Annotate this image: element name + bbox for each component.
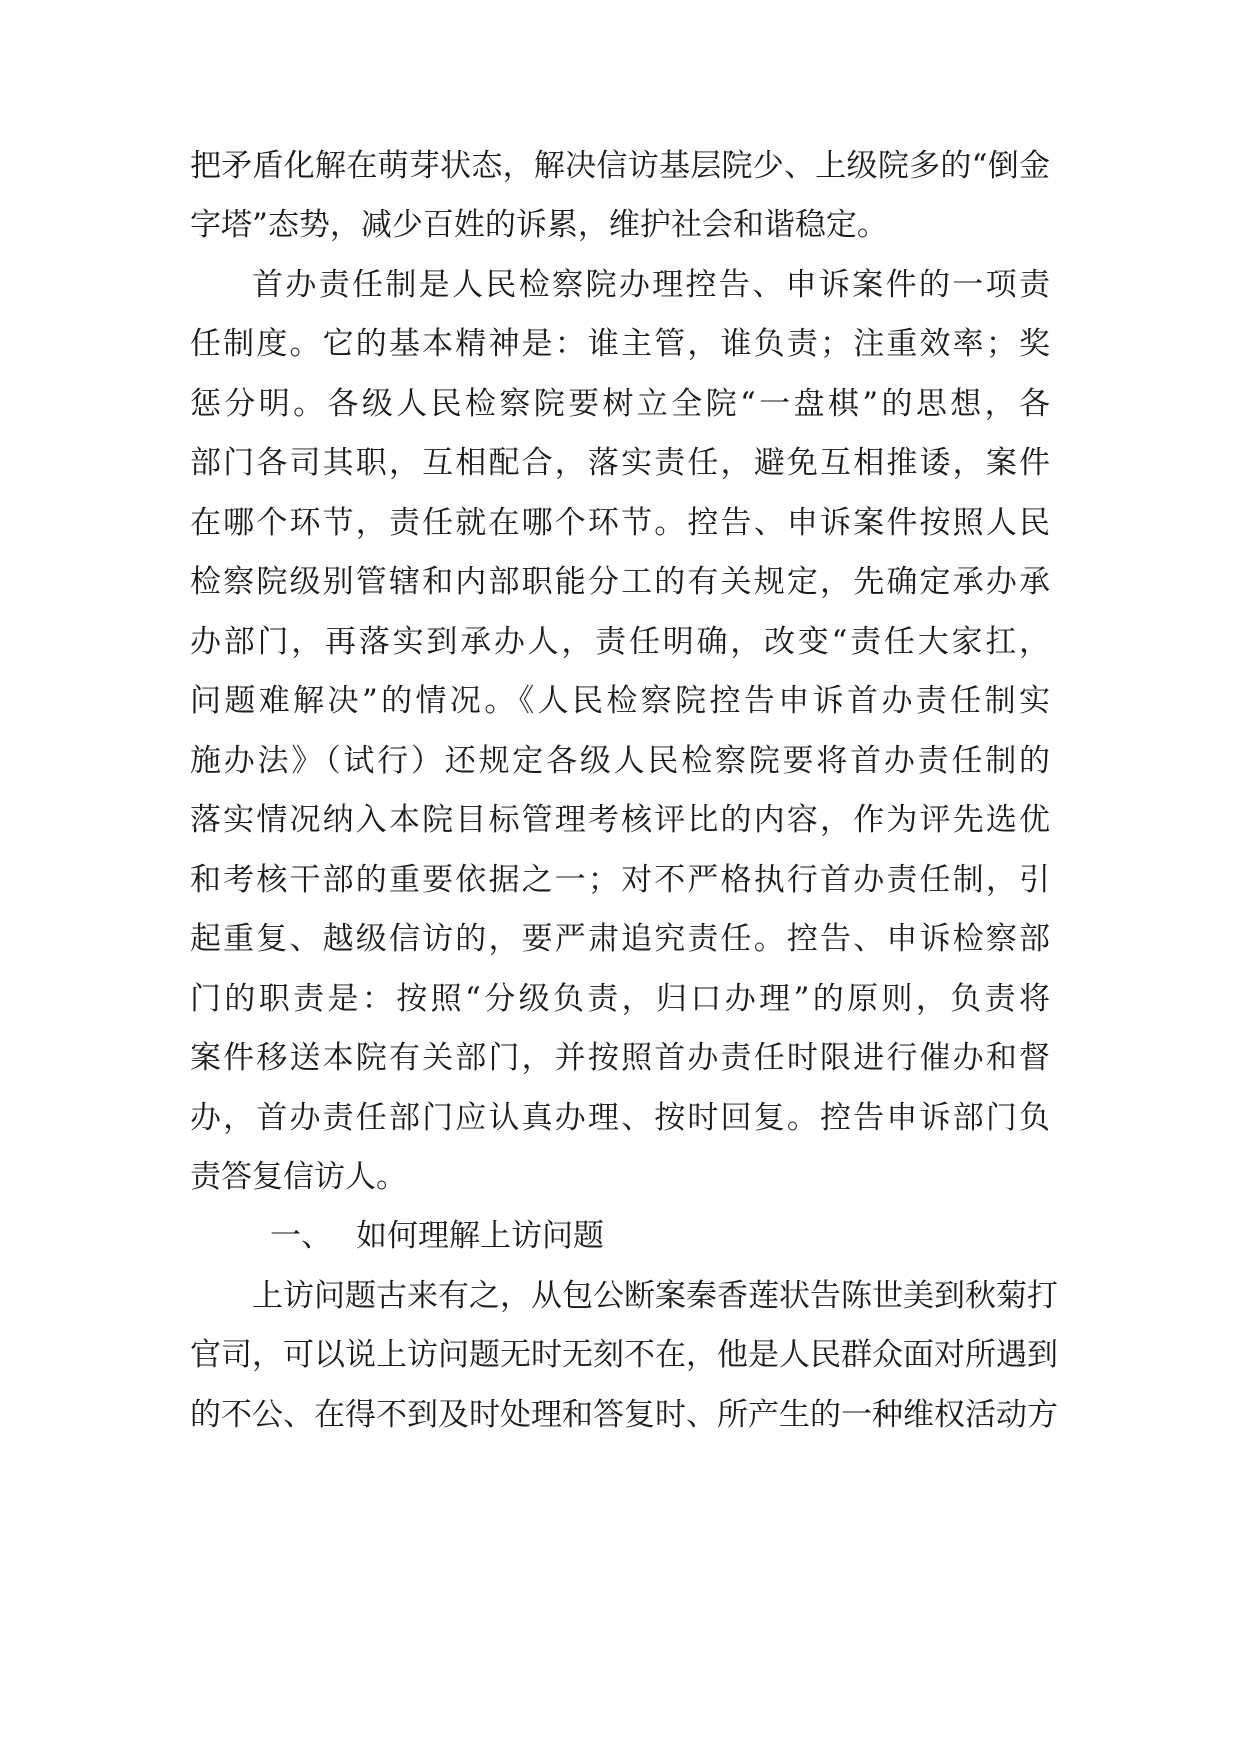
text-line: 官司，可以说上访问题无时无刻不在，他是人民群众面对所遇到: [190, 1337, 1058, 1373]
paragraph-first-line: 上访问题古来有之，从包公断案秦香莲状告陈世美到秋菊打: [252, 1278, 1058, 1314]
text-line: 问题难解决”的情况。《人民检察院控告申诉首办责任制实: [190, 683, 1050, 719]
text-line: 案件移送本院有关部门，并按照首办责任时限进行催办和督: [190, 1040, 1050, 1076]
section-heading-number: 一、: [270, 1218, 332, 1254]
paragraph-first-line: 首办责任制是人民检察院办理控告、申诉案件的一项责: [252, 267, 1050, 303]
text-line: 检察院级别管辖和内部职能分工的有关规定，先确定承办承: [190, 564, 1050, 600]
text-line: 部门各司其职，互相配合，落实责任，避免互相推诿，案件: [190, 445, 1050, 481]
text-line: 惩分明。各级人民检察院要树立全院“一盘棋”的思想，各: [190, 386, 1050, 422]
text-line: 门的职责是：按照“分级负责，归口办理”的原则，负责将: [190, 981, 1050, 1017]
text-line: 字塔”态势，减少百姓的诉累，维护社会和谐稳定。: [190, 207, 888, 243]
section-heading-title: 如何理解上访问题: [356, 1218, 604, 1254]
text-line: 的不公、在得不到及时处理和答复时、所产生的一种维权活动方: [190, 1397, 1058, 1433]
text-line: 把矛盾化解在萌芽状态，解决信访基层院少、上级院多的“倒金: [190, 148, 1050, 184]
text-line: 在哪个环节，责任就在哪个环节。控告、申诉案件按照人民: [190, 505, 1050, 541]
text-line: 和考核干部的重要依据之一；对不严格执行首办责任制，引: [190, 862, 1050, 898]
text-line: 施办法》（试行）还规定各级人民检察院要将首办责任制的: [190, 743, 1050, 779]
text-line: 起重复、越级信访的，要严肃追究责任。控告、申诉检察部: [190, 921, 1050, 957]
text-line: 落实情况纳入本院目标管理考核评比的内容，作为评先选优: [190, 802, 1050, 838]
text-line: 任制度。它的基本精神是：谁主管，谁负责；注重效率；奖: [190, 326, 1050, 362]
text-line: 办，首办责任部门应认真办理、按时回复。控告申诉部门负: [190, 1100, 1050, 1136]
section-heading: [0, 1206, 1240, 1266]
text-line: 责答复信访人。: [190, 1159, 407, 1195]
text-line: 办部门，再落实到承办人，责任明确，改变“责任大家扛，: [190, 624, 1050, 660]
